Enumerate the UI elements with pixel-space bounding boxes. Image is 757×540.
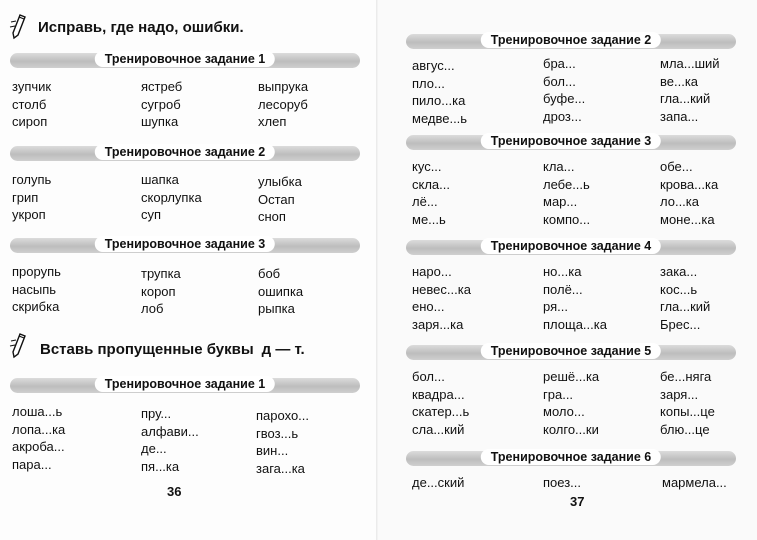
word: обе...: [660, 159, 693, 174]
word: зака...: [660, 264, 698, 279]
word-column: [660, 263, 710, 333]
word: мла...ший: [660, 56, 720, 71]
word: крова...ка: [660, 176, 719, 192]
task-title: Тренировочное задание 2: [95, 144, 275, 160]
page-number: 37: [570, 494, 585, 509]
word: гла...кий: [660, 299, 711, 314]
word-column: [258, 265, 303, 318]
word-column: [141, 405, 199, 475]
word-column: [141, 265, 181, 318]
word: ено...: [412, 299, 445, 314]
word-column: [660, 158, 718, 228]
left-page: [0, 0, 378, 540]
word: столб: [12, 96, 47, 112]
word-column: [412, 474, 464, 492]
word: гла...кий: [660, 91, 711, 106]
word: поез...: [543, 475, 582, 490]
word: бол...: [543, 73, 576, 89]
word: медве...ь: [412, 110, 468, 126]
word: скрибка: [12, 299, 60, 314]
word: насыпь: [12, 281, 57, 297]
word: мармела...: [662, 475, 727, 490]
word: заря...: [660, 386, 699, 402]
task-banner: [10, 378, 360, 393]
heading-fix-errors: Исправь, где надо, ошибки.: [38, 19, 244, 36]
word: компо...: [543, 211, 591, 227]
word: лопа...ка: [12, 421, 66, 437]
word: невес...ка: [412, 281, 471, 297]
task-title: Тренировочное задание 4: [481, 238, 661, 254]
word: дроз...: [543, 108, 582, 124]
task-title: Тренировочное задание 6: [481, 449, 661, 465]
word-column: [543, 263, 607, 333]
task-title: Тренировочное задание 3: [481, 133, 661, 149]
word: бол...: [412, 369, 445, 384]
word: хлеп: [258, 114, 287, 129]
word: решё...ка: [543, 369, 600, 384]
word: буфе...: [543, 91, 586, 106]
word: лё...: [412, 194, 438, 209]
word-column: [258, 173, 302, 226]
word-column: [412, 57, 467, 127]
word: лебе...ь: [543, 176, 590, 192]
word: лесоруб: [258, 96, 308, 112]
word: кус...: [412, 159, 442, 174]
word: парохо...: [256, 408, 310, 423]
word-column: [660, 368, 715, 438]
task-banner: [406, 345, 736, 360]
task-banner: [406, 240, 736, 255]
word: пило...ка: [412, 93, 466, 108]
task-title: Тренировочное задание 2: [481, 32, 661, 48]
word: суп: [141, 207, 162, 222]
word-column: [256, 407, 309, 477]
word: полё...: [543, 281, 583, 297]
word: площа...ка: [543, 316, 607, 332]
word-column: [543, 158, 590, 228]
word: Остап: [258, 191, 295, 207]
word: бе...няга: [660, 369, 712, 384]
word: грип: [12, 189, 39, 205]
task-title: Тренировочное задание 3: [95, 236, 275, 252]
word: моне...ка: [660, 211, 715, 227]
word: лоб: [141, 301, 164, 316]
pencil-icon: [9, 14, 27, 40]
task-title: Тренировочное задание 1: [95, 51, 275, 67]
page-number: 36: [167, 484, 182, 499]
word-column: [543, 55, 585, 125]
task-banner: [406, 34, 736, 49]
word: ло...ка: [660, 194, 699, 209]
word: де...ский: [412, 475, 465, 490]
word: сироп: [12, 114, 48, 129]
word: моло...: [543, 404, 585, 419]
word-column: [12, 263, 61, 316]
word-column: [141, 171, 202, 224]
word: авгус...: [412, 58, 455, 73]
heading-insert-letters: [40, 341, 305, 358]
word: шапка: [141, 172, 179, 187]
word-column: [12, 403, 65, 473]
word: рыпка: [258, 301, 295, 316]
word: кос...ь: [660, 281, 698, 297]
word-column: [412, 368, 469, 438]
word: гвоз...ь: [256, 425, 299, 441]
word: блю...це: [660, 421, 710, 437]
word: вин...: [256, 443, 289, 458]
word: запа...: [660, 108, 699, 124]
word: зупчик: [12, 79, 52, 94]
word: сла...кий: [412, 421, 465, 437]
word: пя...ка: [141, 458, 180, 474]
task-title: Тренировочное задание 5: [481, 343, 661, 359]
word: колго...ки: [543, 421, 599, 437]
word: но...ка: [543, 264, 582, 279]
heading-text: Вставь пропущенные буквы: [40, 341, 254, 358]
word: де...: [141, 441, 167, 456]
word-column: [258, 78, 308, 131]
task-banner: [406, 451, 736, 466]
word: копы...це: [660, 404, 715, 419]
word: кла...: [543, 159, 575, 174]
word: ря...: [543, 299, 568, 314]
word: мар...: [543, 194, 578, 209]
word-column: [12, 78, 51, 131]
word: ме...ь: [412, 211, 446, 227]
word: наро...: [412, 264, 452, 279]
word-column: [660, 55, 720, 125]
word: улыбка: [258, 174, 302, 189]
word-column: [543, 474, 581, 492]
word: шупка: [141, 114, 179, 129]
word: лоша...ь: [12, 404, 63, 419]
word: выпрука: [258, 79, 309, 94]
task-title: Тренировочное задание 1: [95, 376, 275, 392]
word: квадра...: [412, 386, 465, 402]
pencil-icon: [9, 333, 27, 359]
word-column: [12, 171, 51, 224]
heading-letters: д — т.: [261, 341, 305, 358]
word: зага...ка: [256, 460, 305, 476]
word: заря...ка: [412, 316, 464, 332]
task-banner: [406, 135, 736, 150]
word: сноп: [258, 209, 286, 224]
word: скорлупка: [141, 189, 202, 205]
word: алфави...: [141, 423, 199, 439]
word-column: [662, 474, 727, 492]
word: скатер...ь: [412, 404, 470, 419]
word: прорупь: [12, 264, 61, 279]
word: короп: [141, 283, 176, 299]
right-page: [378, 0, 757, 540]
word: скла...: [412, 176, 450, 192]
word: пло...: [412, 75, 445, 91]
word: трупка: [141, 266, 181, 281]
word: ошипка: [258, 283, 304, 299]
word-column: [543, 368, 599, 438]
word: пру...: [141, 406, 172, 421]
word: ве...ка: [660, 73, 699, 89]
task-banner: [10, 53, 360, 68]
task-banner: [10, 238, 360, 253]
word: акроба...: [12, 439, 65, 454]
word: Брес...: [660, 316, 701, 332]
word: бра...: [543, 56, 576, 71]
word-column: [141, 78, 182, 131]
word: ястреб: [141, 79, 183, 94]
task-banner: [10, 146, 360, 161]
word-column: [412, 158, 450, 228]
word: укроп: [12, 207, 46, 222]
word: пара...: [12, 456, 52, 472]
word: гра...: [543, 386, 574, 402]
word: голупь: [12, 172, 52, 187]
word: сугроб: [141, 96, 181, 112]
word: боб: [258, 266, 281, 281]
word-column: [412, 263, 471, 333]
